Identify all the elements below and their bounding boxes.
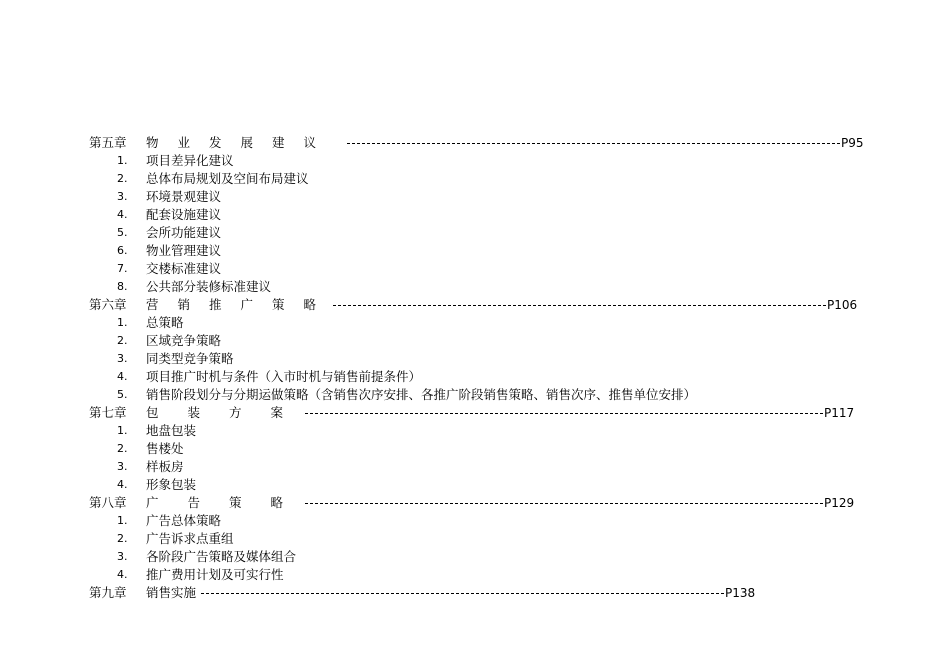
chapter-label: 第九章 (89, 585, 127, 600)
chapter-label: 第六章 (89, 297, 127, 312)
list-item (0, 530, 950, 548)
item-number: 7. (117, 262, 128, 275)
list-item (0, 476, 950, 494)
item-text: 广告诉求点重组 (146, 531, 234, 546)
list-item (0, 278, 950, 296)
chapter-row (0, 584, 950, 602)
item-number: 1. (117, 316, 128, 329)
item-number: 1. (117, 154, 128, 167)
item-number: 6. (117, 244, 128, 257)
item-text: 推广费用计划及可实行性 (146, 567, 284, 582)
dotted-leader (305, 413, 823, 414)
item-number: 2. (117, 532, 128, 545)
chapter-title: 营销推广策略 (146, 297, 336, 312)
item-number: 4. (117, 370, 128, 383)
list-item (0, 566, 950, 584)
item-text: 同类型竞争策略 (146, 351, 234, 366)
list-item (0, 188, 950, 206)
item-text: 总策略 (146, 315, 184, 330)
chapter-row (0, 404, 950, 422)
list-item (0, 332, 950, 350)
item-number: 1. (117, 424, 128, 437)
list-item (0, 350, 950, 368)
chapter-row (0, 134, 950, 152)
item-text: 地盘包装 (146, 423, 197, 438)
chapter-title: 物业发展建议 (146, 135, 336, 150)
item-text: 项目差异化建议 (146, 153, 234, 168)
item-number: 5. (117, 388, 128, 401)
item-text: 区域竞争策略 (146, 333, 222, 348)
item-number: 4. (117, 208, 128, 221)
item-text: 样板房 (146, 459, 184, 474)
chapter-label: 第八章 (89, 495, 127, 510)
chapter-label: 第五章 (89, 135, 127, 150)
item-number: 4. (117, 478, 128, 491)
list-item (0, 152, 950, 170)
item-text: 公共部分装修标准建议 (146, 279, 272, 294)
dotted-leader (305, 503, 823, 504)
chapter-label: 第七章 (89, 405, 127, 420)
item-text: 各阶段广告策略及媒体组合 (146, 549, 297, 564)
page-ref: P95 (841, 136, 864, 150)
item-text: 形象包装 (146, 477, 197, 492)
item-number: 5. (117, 226, 128, 239)
item-number: 1. (117, 514, 128, 527)
item-text: 环境景观建议 (146, 189, 222, 204)
page-ref: P106 (827, 298, 858, 312)
page-ref: P138 (725, 586, 756, 600)
item-number: 3. (117, 190, 128, 203)
list-item (0, 170, 950, 188)
list-item (0, 260, 950, 278)
page-ref: P129 (824, 496, 855, 510)
item-number: 2. (117, 334, 128, 347)
list-item (0, 422, 950, 440)
item-text: 交楼标准建议 (146, 261, 222, 276)
item-text: 售楼处 (146, 441, 184, 456)
list-item (0, 206, 950, 224)
item-text: 总体布局规划及空间布局建议 (146, 171, 309, 186)
list-item (0, 314, 950, 332)
list-item (0, 440, 950, 458)
item-text: 广告总体策略 (146, 513, 222, 528)
chapter-title: 销售实施 (146, 585, 197, 600)
dotted-leader (201, 593, 724, 594)
item-number: 3. (117, 460, 128, 473)
chapter-row (0, 494, 950, 512)
item-number: 4. (117, 568, 128, 581)
item-number: 2. (117, 172, 128, 185)
dotted-leader (347, 143, 840, 144)
list-item (0, 224, 950, 242)
list-item (0, 242, 950, 260)
item-text: 物业管理建议 (146, 243, 222, 258)
item-text: 会所功能建议 (146, 225, 222, 240)
item-text: 配套设施建议 (146, 207, 222, 222)
chapter-row (0, 296, 950, 314)
page-ref: P117 (824, 406, 855, 420)
list-item (0, 548, 950, 566)
list-item (0, 368, 950, 386)
item-number: 3. (117, 550, 128, 563)
item-number: 8. (117, 280, 128, 293)
table-of-contents (0, 134, 950, 602)
dotted-leader (333, 305, 826, 306)
item-text: 项目推广时机与条件（入市时机与销售前提条件） (146, 369, 422, 384)
item-text: 销售阶段划分与分期运做策略（含销售次序安排、各推广阶段销售策略、销售次序、推售单位安排） (146, 387, 697, 402)
list-item (0, 386, 950, 404)
list-item (0, 458, 950, 476)
item-number: 3. (117, 352, 128, 365)
chapter-title: 广告策略 (146, 495, 313, 510)
list-item (0, 512, 950, 530)
item-number: 2. (117, 442, 128, 455)
chapter-title: 包装方案 (146, 405, 313, 420)
